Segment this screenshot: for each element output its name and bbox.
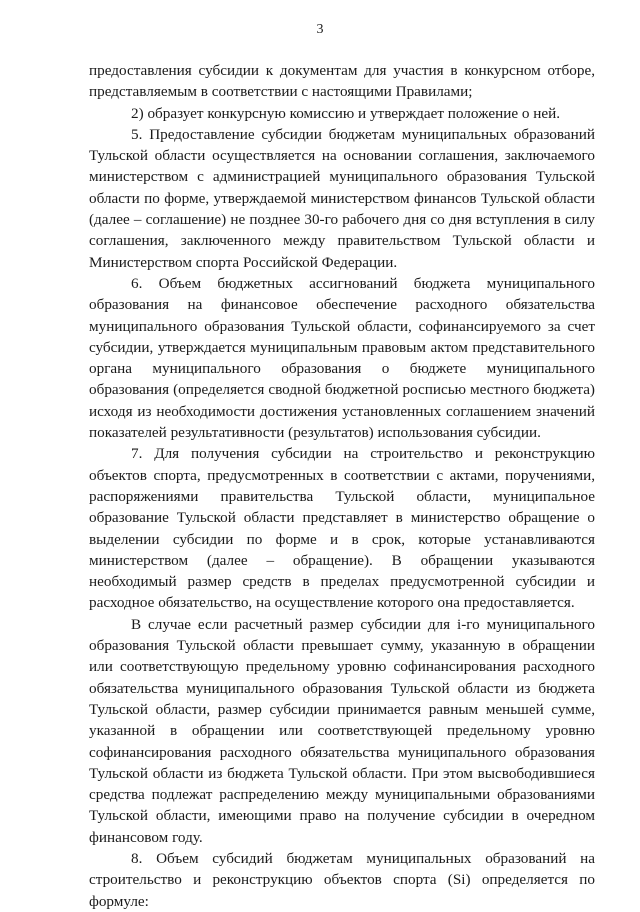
page-number: 3 bbox=[316, 22, 324, 37]
paragraph-clause-5: 5. Предоставление субсидии бюджетам муниципальных образований Тульской области осуществляется на основании соглашения, заключаемого министерством с администрацией муниципального образования Тульской области по форме, утверждаемой министерством финансов Тульской области (далее – соглашение) не позднее 30-го рабочего дня со дня вступления в силу соглашения, заключенного между правительством Тульской области и Министерством спорта Российской Федерации. bbox=[89, 125, 595, 271]
paragraph-clause-7-case: В случае если расчетный размер субсидии для i-го муниципального образования Тульской области превышает сумму, указанную в обращении или соответствующую предельному уровню софинансирования расходного обязательства муниципального образования Тульской области из бюджета Тульской области, размер субсидии принимается равным меньшей сумме, указанной в обращении или соответствующей предельному уровню софинансирования расходного обязательства муниципального образования Тульской области из бюджета Тульской области. При этом высвободившиеся средства подлежат распределению между муниципальными образованиями Тульской области, имеющими право на получение субсидии в очередном финансовом году. bbox=[89, 615, 595, 846]
paragraph-item-2: 2) образует конкурсную комиссию и утверждает положение о ней. bbox=[131, 104, 561, 122]
paragraph-continuation: предоставления субсидии к документам для участия в конкурсном отборе, представляемым в соответствии с настоящими Правилами; bbox=[89, 62, 595, 101]
paragraph-clause-6: 6. Объем бюджетных ассигнований бюджета муниципального образования на финансовое обеспечение расходного обязательства муниципального образования Тульской области, софинансируемого за счет субсидии, утверждается муниципальным правовым актом представительного органа муниципального образования о бюджете муниципального образования (определяется сводной бюджетной росписью местного бюджета) исходя из необходимости достижения установленных соглашением значений показателей результативности (результатов) использования субсидии. bbox=[89, 274, 595, 442]
paragraph-clause-7: 7. Для получения субсидии на строительство и реконструкцию объектов спорта, предусмотренных в соответствии с актами, поручениями, распоряжениями правительства Тульской области, муниципальное образование Тульской области представляет в министерство обращение о выделении субсидии по форме и в срок, которые устанавливаются министерством (далее – обращение). В обращении указываются необходимый размер средств в пределах предусмотренной субсидии и расходное обязательство, на осуществление которого она предоставляется. bbox=[89, 445, 595, 612]
document-body bbox=[89, 60, 595, 912]
paragraph-clause-8: 8. Объем субсидий бюджетам муниципальных образований на строительство и реконструкцию объектов спорта (Si) определяется по формуле: bbox=[89, 849, 595, 910]
